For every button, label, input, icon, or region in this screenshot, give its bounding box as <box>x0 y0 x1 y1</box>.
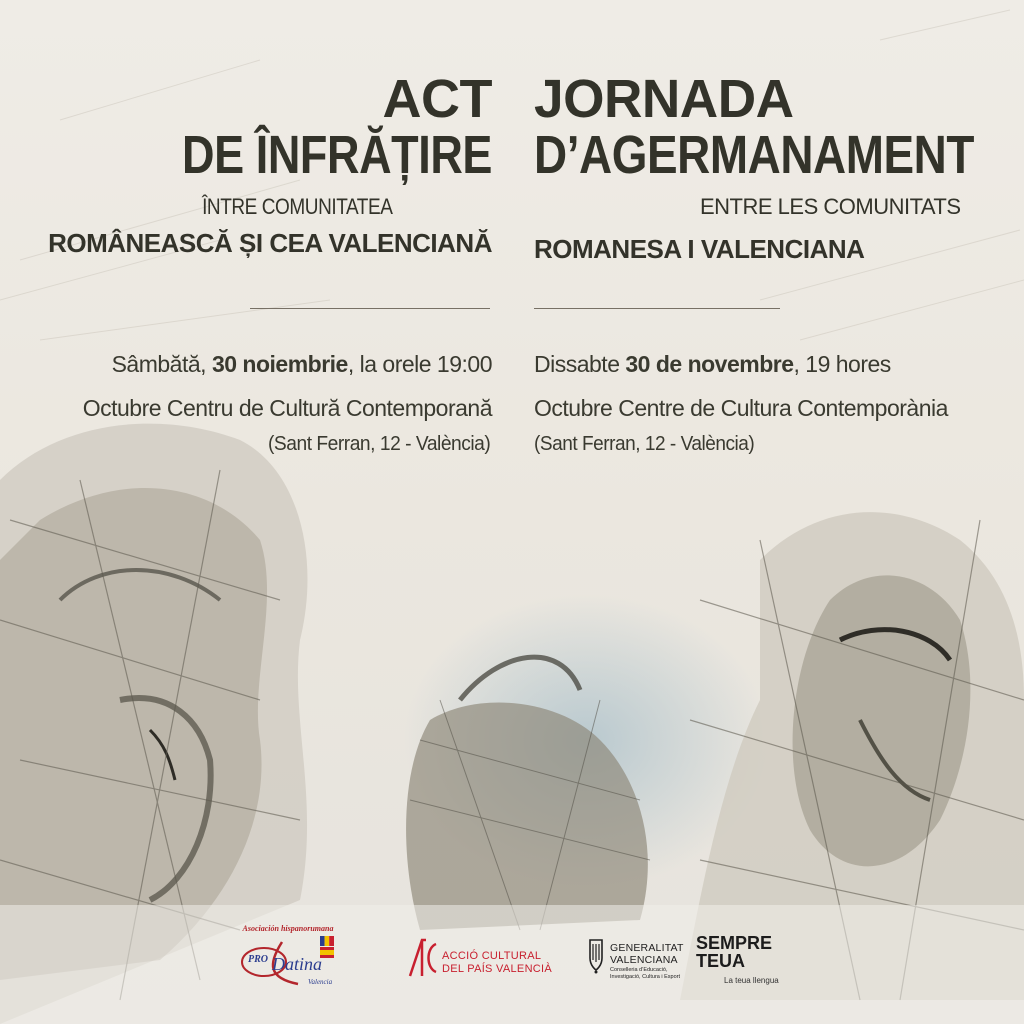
right-date-suffix: , 19 hores <box>793 351 891 377</box>
gva-dept2: Investigació, Cultura i Esport <box>610 974 681 980</box>
gva-logo <box>584 938 694 984</box>
right-date-prefix: Dissabte <box>534 351 626 377</box>
right-address: (Sant Ferran, 12 - València) <box>534 433 755 455</box>
gva-line2: VALENCIANA <box>610 954 678 966</box>
right-date <box>534 352 891 376</box>
prolatina-logo <box>238 924 338 990</box>
left-date <box>112 352 492 376</box>
right-subtitle-line1: ENTRE LES COMUNITATS <box>700 194 961 219</box>
generalitat-shield-icon <box>586 938 606 974</box>
acpv-line2: DEL PAÍS VALENCIÀ <box>442 963 553 975</box>
gva-dept1: Conselleria d’Educació, <box>610 967 668 973</box>
sempre-line1: SEMPRE <box>696 933 773 953</box>
prolatina-name: Datina <box>272 954 323 974</box>
left-venue: Octubre Centru de Cultură Contemporană <box>82 395 492 421</box>
right-title-line2: D’AGERMANAMENT <box>534 125 974 185</box>
left-date-bold: 30 noiembrie <box>211 351 348 377</box>
sempre-teua-logo <box>696 934 786 990</box>
right-divider <box>534 308 780 309</box>
acpv-logo-icon <box>408 938 438 978</box>
gva-line1: GENERALITAT <box>610 942 684 954</box>
left-date-suffix: , la orele 19:00 <box>347 351 492 377</box>
prolatina-top-text: Asociación hispanorumana <box>242 924 334 933</box>
right-venue: Octubre Centre de Cultura Contemporània <box>534 395 948 421</box>
prolatina-city: Valencia <box>308 978 333 986</box>
left-divider <box>250 308 490 309</box>
right-date-bold: 30 de novembre <box>625 351 794 377</box>
acpv-line1: ACCIÓ CULTURAL <box>442 950 542 962</box>
left-date-prefix: Sâmbătă, <box>111 351 212 377</box>
right-subtitle-line2: ROMANESA I VALENCIANA <box>534 234 865 264</box>
sempre-line2: TEUA <box>696 951 745 971</box>
left-address: (Sant Ferran, 12 - València) <box>267 433 490 455</box>
sempre-tag: La teua llengua <box>724 976 779 985</box>
left-title-line2: DE ÎNFRĂȚIRE <box>182 125 492 185</box>
left-subtitle-line1: ÎNTRE COMUNITATEA <box>201 194 392 219</box>
prolatina-pro: PRO <box>248 954 268 965</box>
acpv-logo <box>408 938 578 982</box>
left-subtitle-line2: ROMÂNEASCĂ ȘI CEA VALENCIANĂ <box>48 228 492 258</box>
left-title-line1: ACT <box>382 69 492 129</box>
right-title-line1: JORNADA <box>534 69 794 129</box>
